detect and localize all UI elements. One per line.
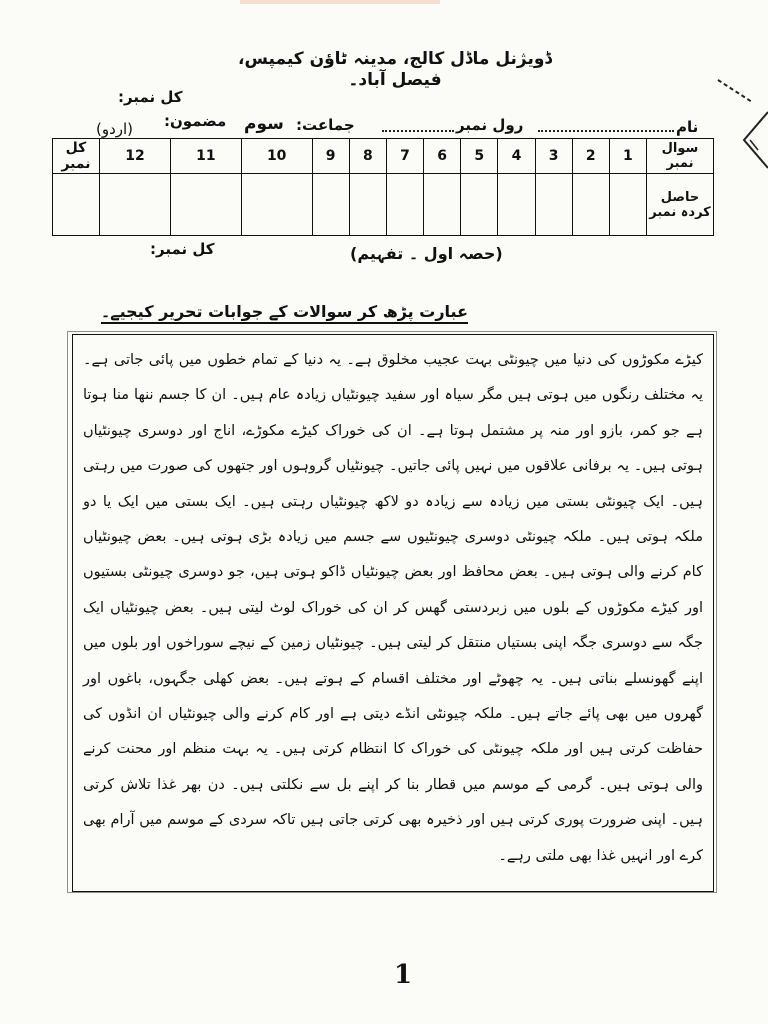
question-number-cell: 3 [535,139,572,174]
question-number-cell: 11 [170,139,241,174]
section-title: (حصہ اول ۔ تفہیم) [350,244,503,263]
class-value: سوم [244,114,284,134]
obtained-marks-cell[interactable] [498,174,535,236]
roll-number-label: رول نمبر [456,116,524,134]
total-marks-cell[interactable] [53,174,100,236]
question-number-row [53,139,714,174]
question-number-label: سوال نمبر [647,139,714,174]
question-number-cell: 5 [461,139,498,174]
question-number-cell: 7 [386,139,423,174]
question-number-cell: 10 [241,139,312,174]
paper-edge-mark [240,0,440,4]
institute-name: ڈویژنل ماڈل کالج، مدینہ ٹاؤن کیمپس، فیصل آباد۔ [238,49,552,90]
total-marks-label: کل نمبر: [118,88,183,106]
corner-dash-mark [716,76,756,106]
question-number-cell: 9 [312,139,349,174]
passage-text: کیڑے مکوڑوں کی دنیا میں چیونٹی بہت عجیب مخلوق ہے۔ یہ دنیا کے تمام خطوں میں پائی جاتی ہے۔ یہ مختلف رنگوں میں ہوتی ہیں مگر سیاہ اور سفید چیونٹیاں زیادہ عام ہیں۔ ان کا جسم ننھا منا ہوتا ہے جو کمر، بازو اور منہ پر مشتمل ہوتا ہے۔ ان کی خوراک کیڑے مکوڑے، اناج اور دوسری چیونٹیاں ہوتی ہیں۔ یہ برفانی علاقوں میں نہیں پائی جاتیں۔ چیونٹیاں گروہوں اور جتھوں کی صورت میں رہتی ہیں۔ ایک چیونٹی بستی میں زیادہ سے زیادہ دو لاکھ چیونٹیاں رہتی ہیں۔ ایک بستی میں ایک یا دو ملکہ ہوتی ہیں۔ ملکہ چیونٹی دوسری چیونٹیوں سے جسم میں زیادہ بڑی ہوتی ہیں۔ بعض چیونٹیاں کام کرنے والی ہوتی ہیں۔ بعض محافظ اور بعض چیونٹیاں ڈاکو ہوتی ہیں، جو دوسری چیونٹی بستیوں اور کیڑے مکوڑوں کے بلوں میں زبردستی گھس کر ان کی خوراک لوٹ لیتی ہیں۔ بعض چیونٹیاں ایک جگہ سے دوسری جگہ اپنی بستیاں منتقل کر لیتی ہیں۔ چیونٹیاں زمین کے نیچے سوراخوں اور بلوں میں اپنے گھونسلے بناتی ہیں۔ یہ چھوٹے اور مختلف اقسام کے ہوتے ہیں۔ بعض کھلی جگہوں، باغوں اور گھروں میں بھی پائے جاتے ہیں۔ ملکہ چیونٹی انڈے دیتی ہے اور کام کرنے والی چیونٹیاں ان انڈوں کی حفاظت کرتی ہیں اور ملکہ چیونٹی کی خوراک کا انتظام کرتی ہیں۔ یہ بہت منظم اور محنت کرنے والی ہوتی ہیں۔ گرمی کے موسم میں قطار بنا کر اپنے بل سے نکلتی ہیں۔ دن بھر غذا تلاش کرتی ہیں۔ اپنی ضرورت پوری کرتی ہیں اور ذخیرہ بھی کرتی جاتی ہیں تاکہ سردی کے موسم میں آرام بھی کرے اور انہیں غذا بھی ملتی رہے۔ [83,352,703,864]
fold-corner-mark [730,110,768,170]
name-label: نام [676,118,699,136]
subject-label: مضمون: [164,112,227,130]
question-number-cell: 8 [349,139,386,174]
second-total-marks-label: کل نمبر: [150,240,215,258]
question-number-cell: 2 [572,139,609,174]
score-table [52,138,714,236]
obtained-marks-cell[interactable] [535,174,572,236]
obtained-marks-cell[interactable] [386,174,423,236]
instruction-text: عبارت پڑھ کر سوالات کے جوابات تحریر کیجیے۔ [101,302,468,324]
obtained-marks-cell[interactable] [241,174,312,236]
obtained-marks-row [53,174,714,236]
roll-number-blank[interactable] [382,130,454,132]
obtained-marks-cell[interactable] [170,174,241,236]
question-number-cell: 6 [424,139,461,174]
obtained-marks-cell[interactable] [312,174,349,236]
question-number-cell: 1 [609,139,646,174]
question-number-cell: 4 [498,139,535,174]
obtained-marks-cell[interactable] [609,174,646,236]
obtained-marks-label: حاصل کردہ نمبر [647,174,714,236]
question-number-cell: 12 [100,139,171,174]
total-marks-header: کل نمبر [53,139,100,174]
obtained-marks-cell[interactable] [572,174,609,236]
obtained-marks-cell[interactable] [461,174,498,236]
obtained-marks-cell[interactable] [349,174,386,236]
class-label: جماعت: [296,116,355,134]
name-blank[interactable] [538,130,674,132]
obtained-marks-cell[interactable] [100,174,171,236]
passage-box [72,334,714,892]
subject-value: (اردو) [96,120,134,138]
page-number: 1 [394,960,413,990]
obtained-marks-cell[interactable] [424,174,461,236]
